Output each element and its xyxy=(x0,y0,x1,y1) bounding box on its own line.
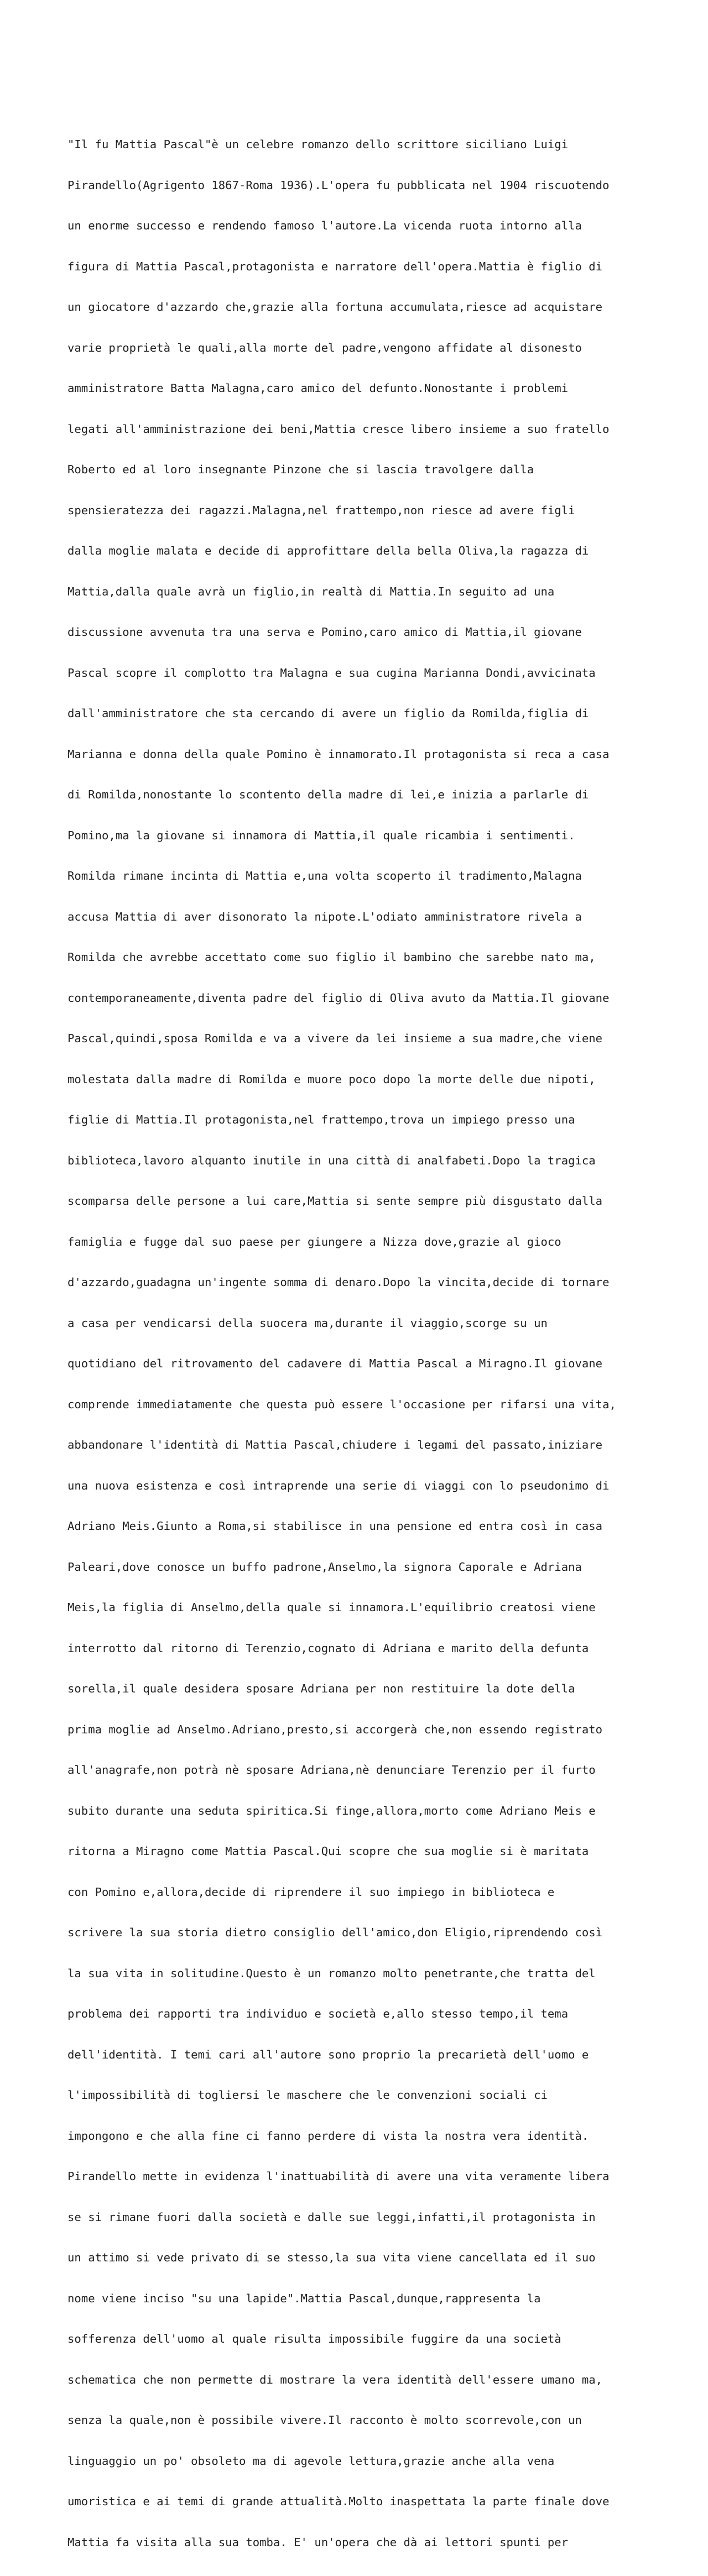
text-line: Pascal,quindi,sposa Romilda e va a vivere da lei insieme a sua madre,che viene xyxy=(67,1032,603,1045)
text-line: sofferenza dell'uomo al quale risulta impossibile fuggire da una società xyxy=(67,2332,561,2345)
text-line: prima moglie ad Anselmo.Adriano,presto,si accorgerà che,non essendo registrato xyxy=(67,1722,603,1736)
text-line: impongono e che alla fine ci fanno perdere di vista la nostra vera identità. xyxy=(67,2129,589,2143)
text-line: un enorme successo e rendendo famoso l'autore.La vicenda ruota intorno alla xyxy=(67,219,582,232)
text-line: Pascal scopre il complotto tra Malagna e sua cugina Marianna Dondi,avvicinata xyxy=(67,666,596,680)
text-line: scrivere la sua storia dietro consiglio dell'amico,don Eligio,riprendendo così xyxy=(67,1926,603,1939)
text-line: subito durante una seduta spiritica.Si finge,allora,morto come Adriano Meis e xyxy=(67,1804,596,1817)
text-line: molestata dalla madre di Romilda e muore poco dopo la morte delle due nipoti, xyxy=(67,1072,596,1086)
text-line: Pirandello(Agrigento 1867-Roma 1936).L'opera fu pubblicata nel 1904 riscuotendo xyxy=(67,178,610,192)
text-line: figlie di Mattia.Il protagonista,nel frattempo,trova un impiego presso una xyxy=(67,1113,575,1126)
text-line: a casa per vendicarsi della suocera ma,durante il viaggio,scorge su un xyxy=(67,1316,548,1330)
text-line: Pomino,ma la giovane si innamora di Mattia,il quale ricambia i sentimenti. xyxy=(67,828,575,842)
text-line: scomparsa delle persone a lui care,Mattia si sente sempre più disgustato dalla xyxy=(67,1194,603,1208)
text-line: "Il fu Mattia Pascal"è un celebre romanzo dello scrittore siciliano Luigi xyxy=(67,138,569,151)
text-line: legati all'amministrazione dei beni,Mattia cresce libero insieme a suo fratello xyxy=(67,422,610,436)
text-line: amministratore Batta Malagna,caro amico del defunto.Nonostante i problemi xyxy=(67,382,569,395)
text-line: un giocatore d'azzardo che,grazie alla fortuna accumulata,riesce ad acquistare xyxy=(67,300,603,313)
text-line: Marianna e donna della quale Pomino è innamorato.Il protagonista si reca a casa xyxy=(67,747,610,761)
review-text xyxy=(67,111,616,2576)
text-line: biblioteca,lavoro alquanto inutile in una città di analfabeti.Dopo la tragica xyxy=(67,1153,596,1167)
text-line: linguaggio un po' obsoleto ma di agevole lettura,grazie anche alla vena xyxy=(67,2454,555,2468)
text-line: abbandonare l'identità di Mattia Pascal,chiudere i legami del passato,iniziare xyxy=(67,1438,603,1451)
text-line: schematica che non permette di mostrare la vera identità dell'essere umano ma, xyxy=(67,2373,603,2386)
text-line: problema dei rapporti tra individuo e società e,allo stesso tempo,il tema xyxy=(67,2007,569,2020)
text-line: Meis,la figlia di Anselmo,della quale si innamora.L'equilibrio creatosi viene xyxy=(67,1601,596,1614)
text-line: varie proprietà le quali,alla morte del padre,vengono affidate al disonesto xyxy=(67,341,582,354)
text-line: all'anagrafe,non potrà nè sposare Adriana,nè denunciare Terenzio per il furto xyxy=(67,1763,596,1776)
text-line: contemporaneamente,diventa padre del figlio di Oliva avuto da Mattia.Il giovane xyxy=(67,991,610,1005)
text-line: discussione avvenuta tra una serva e Pomino,caro amico di Mattia,il giovane xyxy=(67,625,582,639)
text-line: interrotto dal ritorno di Terenzio,cognato di Adriana e marito della defunta xyxy=(67,1641,589,1655)
text-line: comprende immediatamente che questa può essere l'occasione per rifarsi una vita, xyxy=(67,1397,616,1411)
text-line: di Romilda,nonostante lo scontento della madre di lei,e inizia a parlarle di xyxy=(67,788,589,801)
text-line: dalla moglie malata e decide di approfittare della bella Oliva,la ragazza di xyxy=(67,544,589,557)
text-line: dall'amministratore che sta cercando di avere un figlio da Romilda,figlia di xyxy=(67,707,589,720)
text-line: Adriano Meis.Giunto a Roma,si stabilisce in una pensione ed entra così in casa xyxy=(67,1519,603,1533)
text-line: umoristica e ai temi di grande attualità.Molto inaspettata la parte finale dove xyxy=(67,2495,610,2508)
text-line: Romilda che avrebbe accettato come suo figlio il bambino che sarebbe nato ma, xyxy=(67,950,596,964)
text-line: Paleari,dove conosce un buffo padrone,Anselmo,la signora Caporale e Adriana xyxy=(67,1560,582,1574)
text-line: senza la quale,non è possibile vivere.Il racconto è molto scorrevole,con un xyxy=(67,2413,582,2427)
text-line: Pirandello mette in evidenza l'inattuabilità di avere una vita veramente libera xyxy=(67,2170,610,2183)
text-line: famiglia e fugge dal suo paese per giungere a Nizza dove,grazie al gioco xyxy=(67,1235,561,1248)
text-line: Mattia fa visita alla sua tomba. E' un'opera che dà ai lettori spunti per xyxy=(67,2535,569,2549)
text-line: dell'identità. I temi cari all'autore sono proprio la precarietà dell'uomo e xyxy=(67,2047,589,2061)
text-line: figura di Mattia Pascal,protagonista e narratore dell'opera.Mattia è figlio di xyxy=(67,259,603,273)
text-line: spensieratezza dei ragazzi.Malagna,nel frattempo,non riesce ad avere figli xyxy=(67,503,575,517)
text-line: una nuova esistenza e così intraprende una serie di viaggi con lo pseudonimo di xyxy=(67,1478,610,1492)
text-line: quotidiano del ritrovamento del cadavere di Mattia Pascal a Miragno.Il giovane xyxy=(67,1357,603,1370)
text-line: Mattia,dalla quale avrà un figlio,in realtà di Mattia.In seguito ad una xyxy=(67,584,555,598)
text-line: ritorna a Miragno come Mattia Pascal.Qui scopre che sua moglie si è maritata xyxy=(67,1845,589,1858)
text-line: l'impossibilità di togliersi le maschere che le convenzioni sociali ci xyxy=(67,2088,548,2102)
text-line: nome viene inciso "su una lapide".Mattia Pascal,dunque,rappresenta la xyxy=(67,2291,541,2305)
text-line: un attimo si vede privato di se stesso,la sua vita viene cancellata ed il suo xyxy=(67,2251,596,2264)
text-line: la sua vita in solitudine.Questo è un romanzo molto penetrante,che tratta del xyxy=(67,1966,596,1980)
text-line: Romilda rimane incinta di Mattia e,una volta scoperto il tradimento,Malagna xyxy=(67,869,582,882)
text-line: con Pomino e,allora,decide di riprendere il suo impiego in biblioteca e xyxy=(67,1885,555,1899)
text-line: d'azzardo,guadagna un'ingente somma di denaro.Dopo la vincita,decide di tornare xyxy=(67,1276,610,1289)
text-line: se si rimane fuori dalla società e dalle sue leggi,infatti,il protagonista in xyxy=(67,2210,596,2224)
text-line: sorella,il quale desidera sposare Adriana per non restituire la dote della xyxy=(67,1682,575,1695)
text-line: accusa Mattia di aver disonorato la nipote.L'odiato amministratore rivela a xyxy=(67,910,582,923)
text-line: Roberto ed al loro insegnante Pinzone che si lascia travolgere dalla xyxy=(67,463,534,476)
